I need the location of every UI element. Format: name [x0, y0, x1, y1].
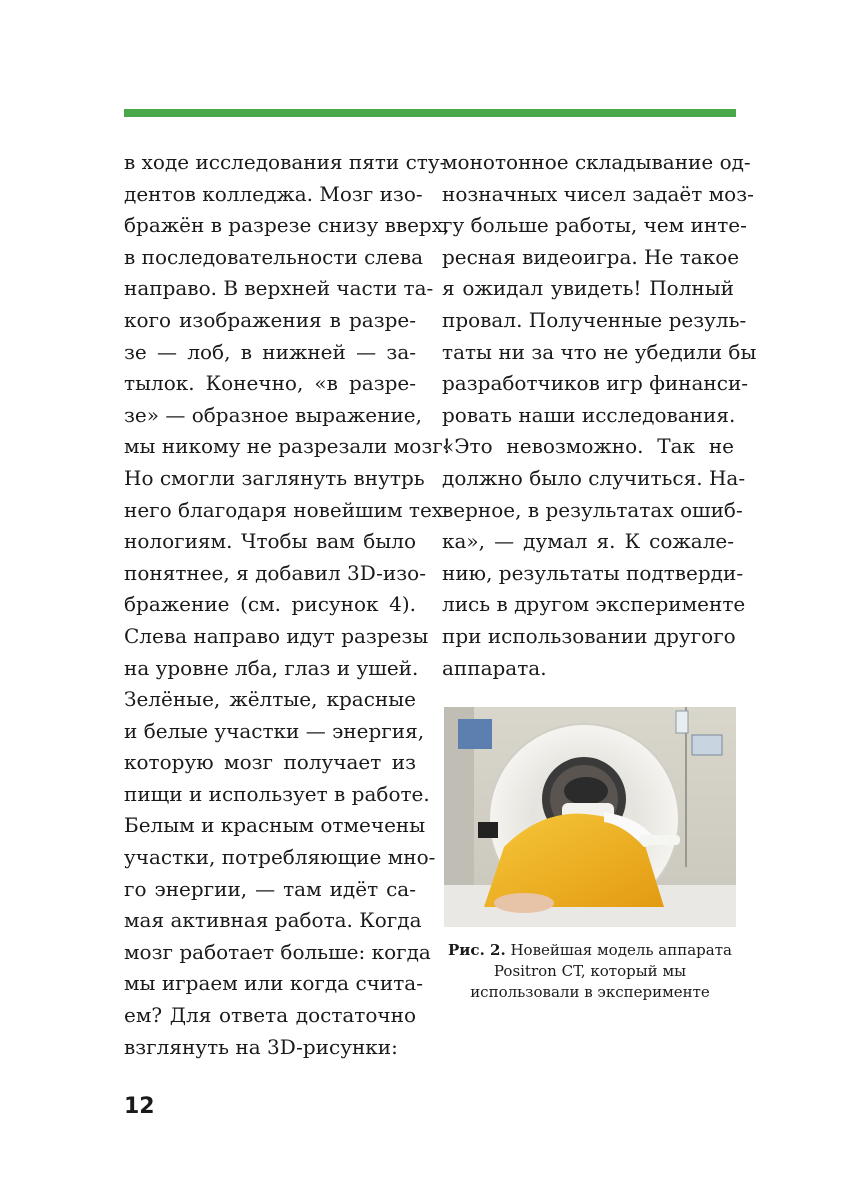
right-text-column	[442, 147, 757, 684]
text-line: в ходе исследования пяти сту-	[124, 150, 447, 174]
text-line: провал. Полученные резуль-	[442, 307, 747, 332]
text-line: направо. В верхней части та-	[124, 276, 434, 301]
photo-arm-rest	[640, 835, 680, 845]
text-line: разработчиков игр финанси-	[442, 371, 749, 396]
text-line: должно было случиться. На-	[442, 465, 746, 490]
figure-photo-pet-scanner	[444, 707, 736, 927]
text-line: в последовательности слева	[124, 244, 424, 269]
text-line: мы играем или когда счита-	[124, 971, 423, 996]
text-line: монотонное складывание од-	[442, 150, 751, 174]
top-green-rule	[124, 109, 736, 117]
text-line: Но смогли заглянуть внутрь	[124, 465, 425, 490]
text-line: дентов колледжа. Мозг изо-	[124, 181, 423, 206]
text-line: тылок. Конечно, «в разре-	[124, 371, 416, 396]
text-line: которую мозг получает из	[124, 750, 416, 775]
text-line: на уровне лба, глаз и ушей.	[124, 655, 419, 680]
text-line: кого изображения в разре-	[124, 307, 416, 332]
text-line: бражён в разрезе снизу вверх,	[124, 213, 450, 238]
text-line: аппарата.	[442, 655, 547, 680]
text-line: таты ни за что не убедили бы	[442, 339, 757, 364]
text-line: ка», — думал я. К сожале-	[442, 529, 734, 554]
text-line: и белые участки — энергия,	[124, 718, 425, 743]
text-line: верное, в результатах ошиб-	[442, 497, 743, 522]
text-line: ровать наши исследования.	[442, 402, 736, 427]
photo-feet	[494, 893, 554, 913]
text-line: Слева направо идут разрезы	[124, 623, 429, 648]
text-line: нологиям. Чтобы вам было	[124, 529, 416, 554]
text-line: него благодаря новейшим тех-	[124, 497, 450, 522]
photo-wall-panel	[458, 719, 492, 749]
figure-caption-lead: Рис. 2.	[448, 941, 506, 959]
text-line: мы никому не разрезали мозг!	[124, 434, 451, 459]
text-line: лись в другом эксперименте	[442, 592, 746, 617]
text-line: я ожидал увидеть! Полный	[442, 276, 734, 301]
left-text-column	[124, 147, 451, 1063]
text-line: зе — лоб, в нижней — за-	[124, 339, 416, 364]
text-line: взглянуть на 3D-рисунки:	[124, 1034, 398, 1059]
text-line: при использовании другого	[442, 623, 736, 648]
photo-patient-head	[564, 777, 608, 805]
photo-wall-panel-right	[692, 735, 722, 755]
text-line: понятнее, я добавил 3D-изо-	[124, 560, 426, 585]
text-line: нию, результаты подтверди-	[442, 560, 744, 585]
text-line: участки, потребляющие мно-	[124, 845, 436, 870]
text-line: бражение (см. рисунок 4).	[124, 592, 416, 617]
figure-caption	[444, 940, 736, 1003]
text-line: нозначных чисел задаёт моз-	[442, 181, 754, 206]
text-line: гу больше работы, чем инте-	[442, 213, 747, 238]
text-line: ем? Для ответа достаточно	[124, 1003, 416, 1028]
photo-iv-bag	[676, 711, 688, 733]
figure-caption-text: Новейшая модель аппарата Positron CT, который мы использовали в эксперименте	[470, 941, 732, 1001]
text-line: «Это невозможно. Так не	[442, 434, 734, 459]
text-line: зе» — образное выражение,	[124, 402, 422, 427]
text-line: Зелёные, жёлтые, красные	[124, 687, 416, 712]
text-line: мозг работает больше: когда	[124, 939, 431, 964]
text-line: мая активная работа. Когда	[124, 908, 422, 933]
photo-black-device	[478, 822, 498, 838]
text-line: Белым и красным отмечены	[124, 813, 426, 838]
text-line: пищи и использует в работе.	[124, 781, 430, 806]
page-number: 12	[124, 1094, 155, 1119]
text-line: го энергии, — там идёт са-	[124, 876, 416, 901]
text-line: ресная видеоигра. Не такое	[442, 244, 740, 269]
